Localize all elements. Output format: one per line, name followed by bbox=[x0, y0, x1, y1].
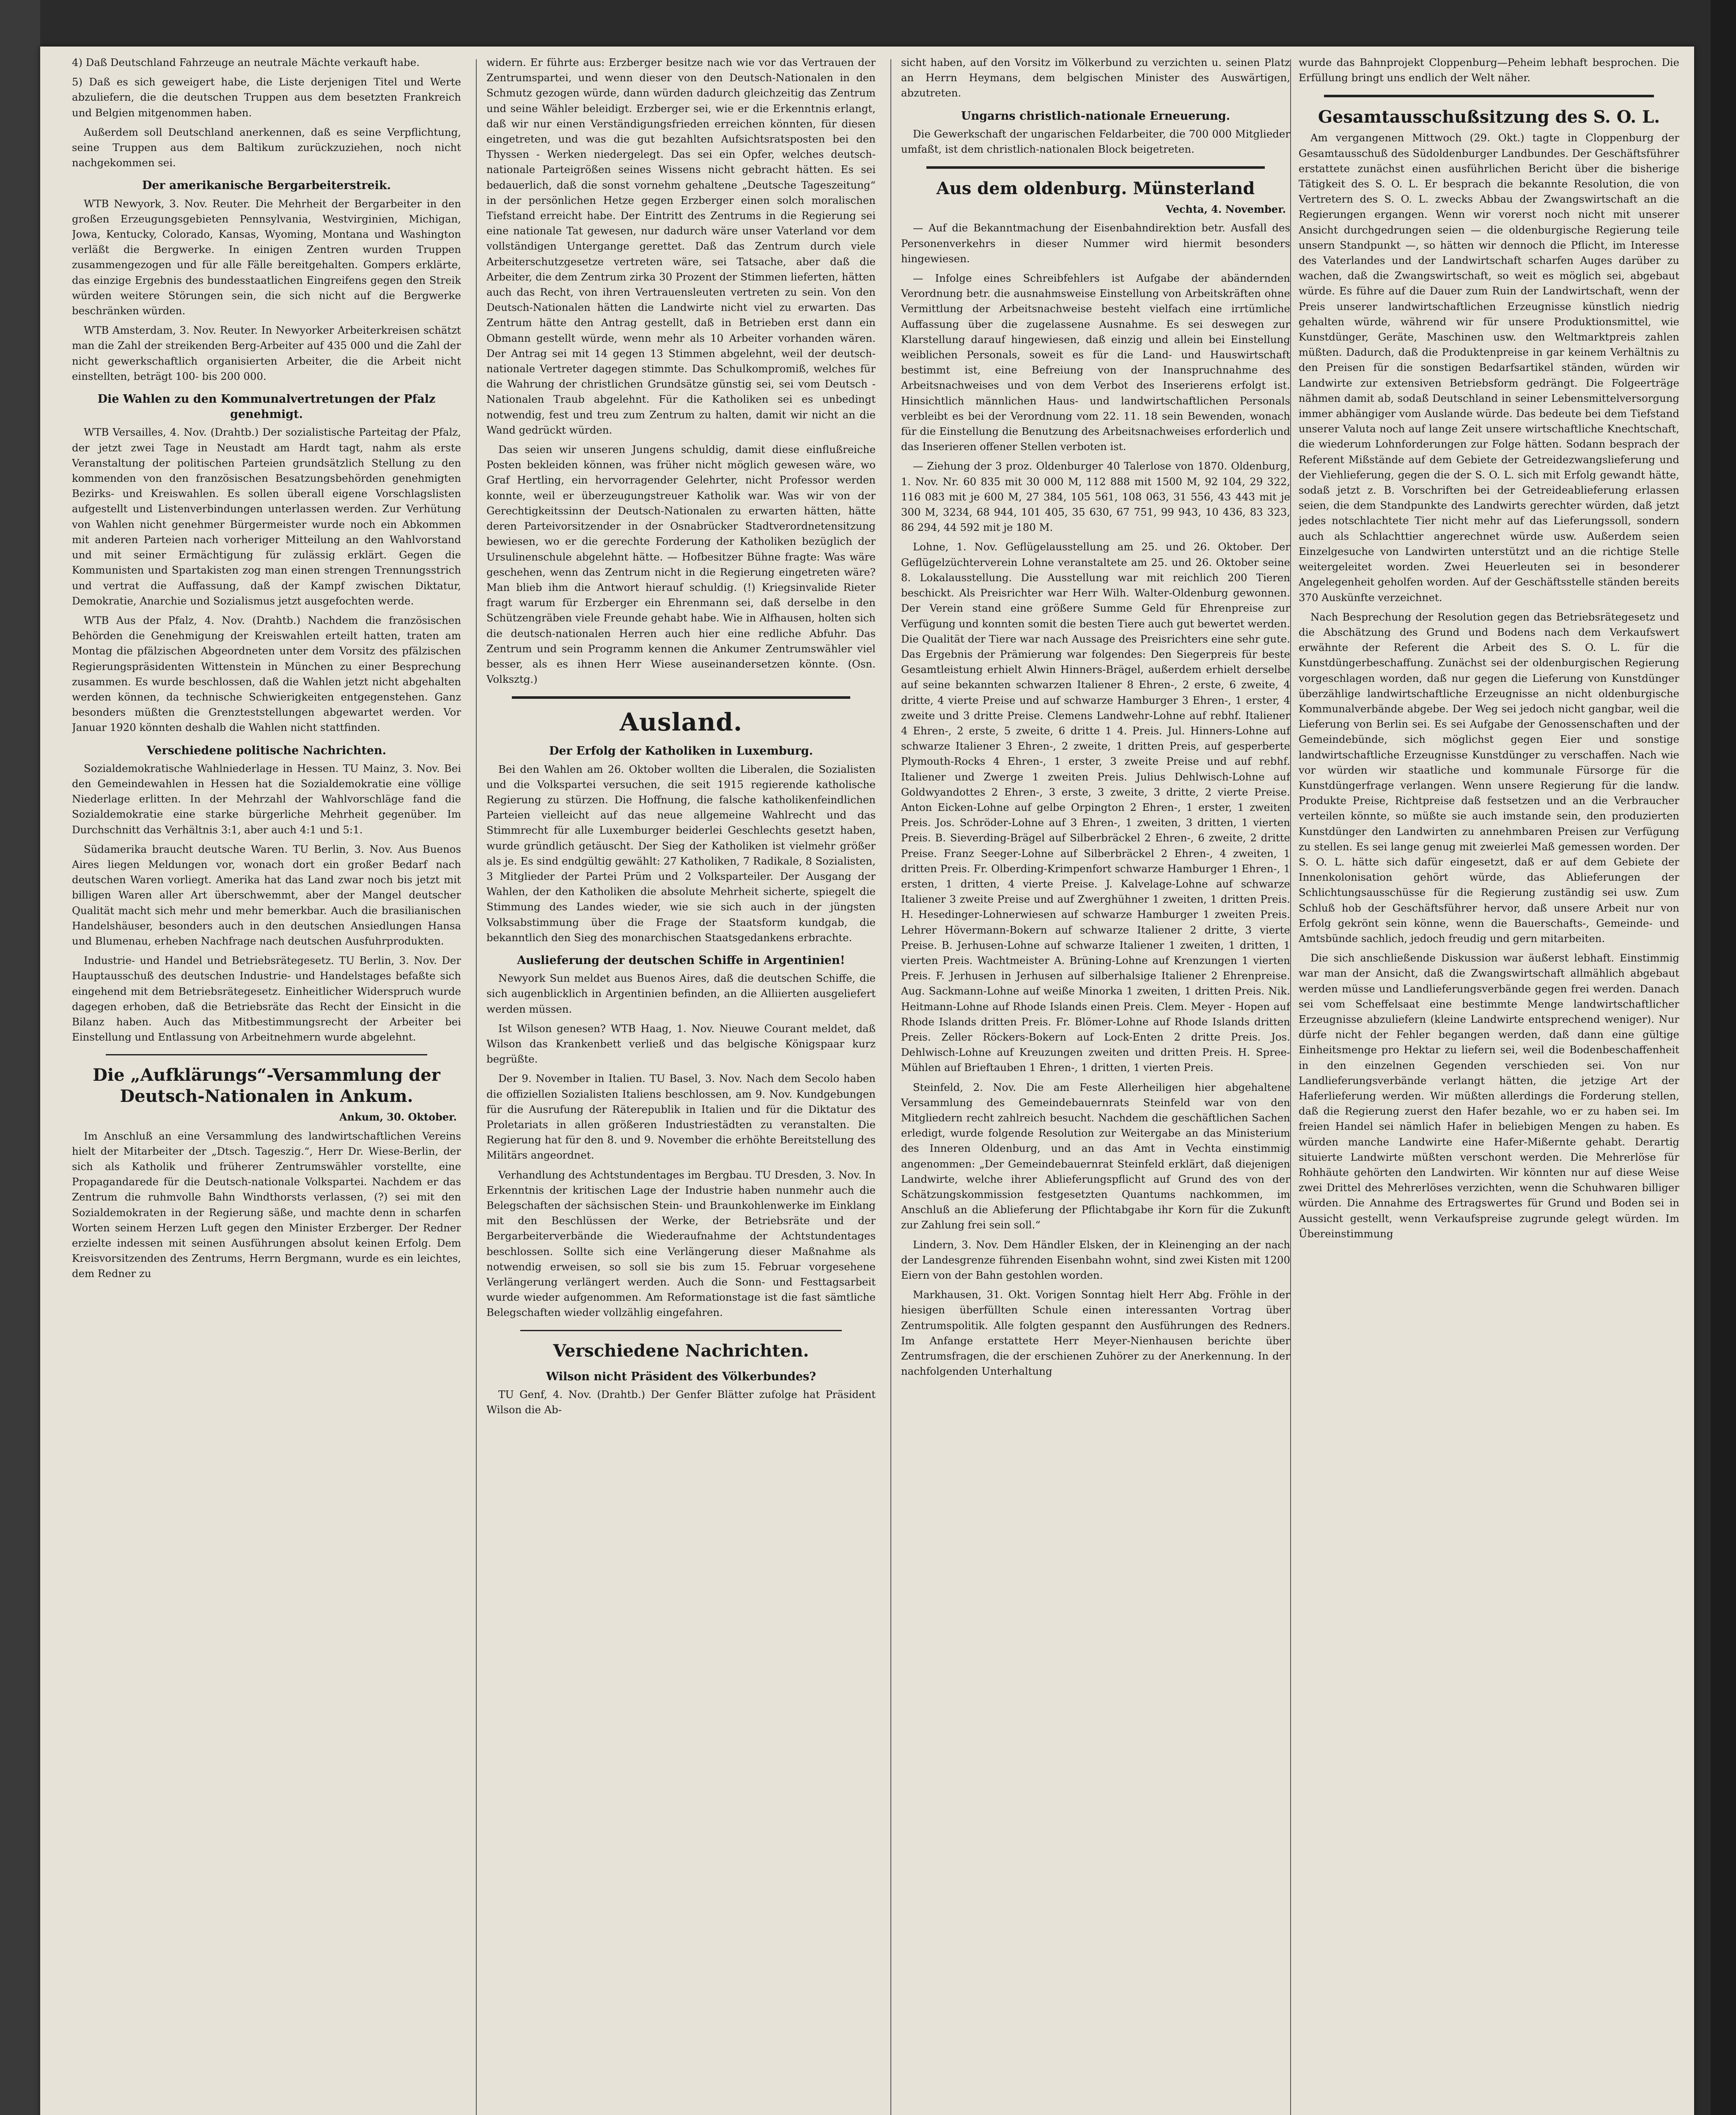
text-column-2 bbox=[486, 55, 876, 2115]
article-paragraph: Markhausen, 31. Okt. Vorigen Sonntag hielt Herr Abg. Fröhle in der hiesigen überfüllten Schule einen interessanten Vortrag über Zentrumspolitik. Alle folgten gespannt den Ausführungen des Redners. Im Anfange erstattete Herr Meyer-Nienhausen berichte über Zentrumsfragen, die der erschienen Zuhörer zu der Anerkennung. In der nachfolgenden Unterhaltung bbox=[901, 1288, 1290, 1378]
article-headline: Verschiedene Nachrichten. bbox=[553, 1340, 809, 1361]
article-headline: Verschiedene politische Nachrichten. bbox=[146, 744, 387, 757]
column-divider bbox=[1290, 59, 1291, 2115]
dateline: Ankum, 30. Oktober. bbox=[339, 1111, 457, 1123]
article-paragraph: Nach Besprechung der Resolution gegen das Betriebsrätegesetz und die Abschätzung des Grund und Bodens nach dem Verkaufswert erwähnte der Referent die Arbeit des S. O. L. für die Kunstdüngerbeschaffung. Zunächst sei der oldenburgischen Regierung vorgeschlagen worden, daß nur gegen die Lieferung von Kunstdünger überzählige landwirtschaftliche Erzeugnisse an nicht oldenburgische Kommunalverbände abgebe. Der Weg sei jedoch nicht gangbar, weil die Lieferung von Berlin sei. Es sei Aufgabe der Genossenschaften und der Gemeindebünde, sich möglichst gegen Eier und sonstige landwirtschaftliche Erzeugnisse Kunstdünger zu verschaffen. Nach wie vor würden wir staatliche und kommunale Fürsorge für die Kunstdüngerfrage verlangen. Wenn unsere Regierung für die landw. Produkte Preise, Richtpreise daß festsetzen und an die Verbraucher verteilen könnte, so müßte sie auch imstande sein, den produzierten Kunstdünger den Landwirten zu annehmbaren Preisen zur Verfügung zu stellen. Es sei lange genug mit zweierlei Maß gemessen worden. Der S. O. L. hätte sich dafür eingesetzt, daß er auf dem Gebiete der Innenkolonisation gehört würde, das Ablieferungen der Schlichtungsausschüsse für die Regierung zuständig sei usw. Zum Schluß hob der Geschäftsführer hervor, daß unsere Arbeit nur von Erfolg gekrönt sein könne, wenn die Bauerschafts-, Gemeinde- und Amtsbünde sachlich, jedoch freudig und gern mitarbeiten. bbox=[1299, 610, 1679, 945]
article-paragraph: Der 9. November in Italien. TU Basel, 3. Nov. Nach dem Secolo haben die offiziellen Sozialisten Italiens beschlossen, am 9. Nov. Kundgebungen für die Ausrufung der Räterepublik in Italien und für die Diktatur des Proletariats in allen größeren Industriestädten zu veranstalten. Die Regierung hat für den 8. und 9. November die erhöhte Bereitstellung des Militärs angeordnet. bbox=[486, 1072, 876, 1162]
article-headline: Der amerikanische Bergarbeiterstreik. bbox=[142, 179, 391, 192]
section-rule bbox=[926, 166, 1265, 169]
article-paragraph: 4) Daß Deutschland Fahrzeuge an neutrale Mächte verkauft habe. bbox=[72, 56, 420, 69]
dateline: Vechta, 4. November. bbox=[1166, 203, 1286, 216]
article-paragraph: Am vergangenen Mittwoch (29. Okt.) tagte in Cloppenburg der Gesamtausschuß des Südoldenburger Landbundes. Der Geschäftsführer erstattete zunächst einen ausführlichen Bericht über die bisherige Tätigkeit des S. O. L. Er besprach die bekannte Resolution, die von Vertretern des S. O. L. zwecks Abbau der Zwangswirtschaft an die Regierungen ergangen. Wenn wir vorerst noch nicht mit unserer Ansicht durchgedrungen seien — die oldenburgische Regierung teile unsern Standpunkt —, so hätten wir dennoch die Pflicht, im Interesse des Vaterlandes und der Landwirtschaft scharfen Auges darüber zu wachen, daß die Zwangswirtschaft, so weit es möglich sei, abgebaut würde. Es führe auf die Dauer zum Ruin der Landwirtschaft, wenn der Preis unserer landwirtschaftlichen Erzeugnisse künstlich niedrig gehalten würde, während wir für unsere Produktionsmittel, wie Kunstdünger, Geräte, Maschinen usw. den Weltmarktpreis zahlen müßten. Dadurch, daß die Produktenpreise in gar keinem Verhältnis zu den Preisen für die sonstigen Bedarfsartikel ständen, würden wir Landwirte zur extensiven Betriebsform gedrängt. Die Folgeerträge nähmen damit ab, sodaß Deutschland in seiner Lebensmittelversorgung immer abhängiger vom Auslande würde. Das bedeute bei dem Tiefstand unserer Valuta noch auf lange Zeit unsere wirtschaftliche Knechtschaft, die wiederum Lohnforderungen zur Folge hätten. Sodann besprach der Referent Mißstände auf dem Gebiete der Getreidezwangslieferung und der Viehlieferung, gegen die der S. O. L. sich mit Erfolg gewandt hätte, sodaß jetzt z. B. Vorschriften bei der Getreideablieferung erlassen seien, die dem Standpunkte des Landwirts gerechter würden, daß jetzt jedes notschlachtete Tier nicht mehr auf das Lieferungssoll, sondern auch als Schlachttier angerechnet würde usw. Außerdem seien Einzelgesuche von Landwirten unterstützt und an die richtige Stelle weitergeleitet worden. Zwei Heuerleuten sei in besonderer Angelegenheit geholfen worden. Auf der Geschäftsstelle ständen bereits 370 Auskünfte verzeichnet. bbox=[1299, 132, 1679, 604]
column-divider bbox=[890, 59, 891, 2115]
article-paragraph: Bei den Wahlen am 26. Oktober wollten die Liberalen, die Sozialisten und die Volkspartei versuchen, die seit 1915 regierende katholische Regierung zu stürzen. Die Hoffnung, die falsche katholikenfeindlichen Parteien vielleicht auf das neue allgemeine Wahlrecht und das Stimmrecht für alle Luxemburger beiderlei Geschlechts gesetzt haben, wurde gründlich getäuscht. Der Sieg der Katholiken ist vielmehr größer als je. Es sind endgültig gewählt: 27 Katholiken, 7 Radikale, 8 Sozialisten, 3 Mitglieder der Partei Prüm und 2 Volksparteiler. Der Ausgang der Wahlen, der den Katholiken die absolute Mehrheit sicherte, spiegelt die Stimmung des Landes wieder, wie sie sich auch in der jüngsten Volksabstimmung über die Frage der Staatsform kundgab, die bekanntlich den Sieg des monarchischen Staatsgedankens erbrachte. bbox=[486, 763, 876, 944]
article-paragraph: Industrie- und Handel und Betriebsrätegesetz. TU Berlin, 3. Nov. Der Hauptausschuß des deutschen Industrie- und Handelstages befaßte sich eingehend mit dem Betriebsrätegesetz. Einheitlicher Widerspruch wurde dagegen erhoben, daß die Betriebsräte das Recht der Einsicht in die Bilanz haben. Auch das Mitbestimmungsrecht der Arbeiter bei Einstellung und Entlassung von Arbeitnehmern wurde abgelehnt. bbox=[72, 954, 461, 1044]
article-paragraph: WTB Newyork, 3. Nov. Reuter. Die Mehrheit der Bergarbeiter in den großen Erzeugungsgebieten Pennsylvania, Westvirginien, Michigan, Jowa, Kentucky, Colorado, Kansas, Wyoming, Montana und Washington verläßt die Bergwerke. In einigen Zentren wurden Truppen zusammengezogen und für alle Fälle bereitgehalten. Gompers erklärte, das einzige Ergebnis des bundesstaatlichen Eingreifens gegen den Streik würden weitere Störungen sein, die sich nicht auf die Bergwerke beschränken würden. bbox=[72, 197, 461, 317]
article-headline: Gesamtausschußsitzung des S. O. L. bbox=[1318, 107, 1660, 127]
article-headline: Die Wahlen zu den Kommunalvertretungen der Pfalz genehmigt. bbox=[97, 393, 436, 421]
article-headline: Auslieferung der deutschen Schiffe in Argentinien! bbox=[517, 953, 845, 967]
article-paragraph: Außerdem soll Deutschland anerkennen, daß es seine Verpflichtung, seine Truppen aus dem Baltikum zurückzuziehen, noch nicht nachgekommen sei. bbox=[72, 126, 461, 169]
article-headline: Wilson nicht Präsident des Völkerbundes? bbox=[546, 1370, 816, 1383]
article-headline: Aus dem oldenburg. Münsterland bbox=[936, 179, 1255, 199]
scan-left-edge bbox=[0, 0, 40, 2115]
article-paragraph: Lohne, 1. Nov. Geflügelausstellung am 25. und 26. Oktober. Der Geflügelzüchterverein Lohne veranstaltete am 25. und 26. Oktober seine 8. Lokalausstellung. Die Ausstellung war mit reichlich 200 Tieren beschickt. Als Preisrichter war Herr Wilh. Walter-Oldenburg gewonnen. Der Verein stand eine größere Summe Geld für Ehrenpreise zur Verfügung und konnten somit die besten Tiere auch gut bewertet werden. Die Qualität der Tiere war nach Aussage des Preisrichters eine sehr gute. Das Ergebnis der Prämierung war folgendes: Den Siegerpreis für beste Gesamtleistung erhielt Alwin Hinners-Brägel, außerdem erhielt derselbe auf seine bekannten schwarzen Italiener 8 Ehren-, 2 erste, 6 zweite, 4 dritte, 4 vierte Preise und auf schwarze Hamburger 3 Ehren-, 1 erster, 4 zweite und 3 dritte Preise. Clemens Landwehr-Lohne auf rebhf. Italiener 4 Ehren-, 2 erste, 5 zweite, 6 dritte 1 4. Preis. Jul. Hinners-Lohne auf schwarze Italiener 3 Ehren-, 2 zweite, 1 dritten Preis, auf gesperberte Plymouth-Rocks 4 Ehren-, 1 erster, 3 zweite Preise und auf rebhf. Italiener und Zwerge 1 zweiten Preis. Julius Dehlwisch-Lohne auf Goldwyandottes 2 Ehren-, 3 erste, 3 zweite, 3 dritte, 2 vierte Preise. Anton Eicken-Lohne auf gelbe Orpington 2 Ehren-, 1 erster, 1 zweiten Preis. Jos. Schröder-Lohne auf 3 Ehren-, 1 zweiten, 3 dritten, 1 vierten Preis. B. Sieverding-Brägel auf Silberbräckel 2 Ehren-, 6 zweite, 2 dritte Preise. Franz Seeger-Lohne auf Silberbräckel 2 Ehren-, 4 zweiten, 1 dritten Preis. Fr. Olberding-Krimpenfort schwarze Hamburger 1 Ehren-, 1 ersten, 1 dritten, 4 vierte Preise. J. Kalvelage-Lohne auf schwarze Italiener 3 zweite Preise und auf Zwerghühner 1 zweiten, 1 dritten Preis. H. Hesedinger-Lohnerwiesen auf schwarze Hamburger 1 zweiten Preis. Lehrer Hövermann-Bokern auf schwarze Italiener 2 dritte, 3 vierte Preise. B. Jerhusen-Lohne auf schwarze Italiener 1 zweiten, 1 dritten, 1 vierten Preis. Wachtmeister A. Brüning-Lohne auf Krenzungen 1 vierten Preis. F. Jerhusen in Jerhusen auf silberhalsige Italiener 2 Ehrenpreise. Aug. Sackmann-Lohne auf weiße Minorka 1 zweiten, 1 dritten Preis. Nik. Heitmann-Lohne auf Rhode Islands einen Preis. Clem. Meyer - Hopen auf Rhode Islands dritten Preis. Fr. Blömer-Lohne auf Rhode Islands dritten Preis. Zeller Röckers-Bokern auf Lock-Enten 2 dritte Preis. Jos. Dehlwisch-Lohne auf Kreuzungen zweiten und dritten Preis. H. Spree-Mühlen auf Brieftauben 1 Ehren-, 1 dritten, 1 vierten Preis. bbox=[901, 541, 1290, 1074]
text-column-1 bbox=[72, 55, 461, 2115]
article-paragraph: Im Anschluß an eine Versammlung des landwirtschaftlichen Vereins hielt der Mitarbeiter der „Dtsch. Tageszig.“, Herr Dr. Wiese-Berlin, der sich als Katholik und früherer Zentrumswähler vorstellte, eine Propagandarede für die Deutsch-nationale Volkspartei. Nachdem er das Zentrum die ruhmvolle Bahn Windthorsts verlassen, (?) sei mit den Sozialdemokraten in der Regierung säße, und machte denn in scharfen Worten seinem Herzen Luft gegen den Minister Erzberger. Der Redner erzielte indessen mit seinen Ausführungen absolut keinen Erfolg. Dem Kreisvorsitzenden des Zentrums, Herrn Bergmann, wurde es ein leichtes, dem Redner zu bbox=[72, 1129, 461, 1280]
section-rule bbox=[520, 1330, 842, 1331]
article-headline: Ausland. bbox=[619, 708, 743, 737]
article-paragraph: WTB Amsterdam, 3. Nov. Reuter. In Newyorker Arbeiterkreisen schätzt man die Zahl der streikenden Berg-Arbeiter auf 435 000 und die Zahl der nicht gewerkschaftlich organisierten Arbeiter, die die Arbeit nicht einstellten, beträgt 100- bis 200 000. bbox=[72, 324, 461, 382]
article-paragraph: Steinfeld, 2. Nov. Die am Feste Allerheiligen hier abgehaltene Versammlung des Gemeindebauernrats Steinfeld war von den Mitgliedern recht zahlreich besucht. Nachdem die geschäftlichen Sachen erledigt, wurde folgende Resolution zur Weitergabe an das Ministerium des Inneren Oldenburg, und an das Amt in Vechta einstimmig angenommen: „Der Gemeindebauernrat Steinfeld erklärt, daß diejenigen Landwirte, welche ihrer Ablieferungspflicht auf Grund des von der Schätzungskommission festgesetzten Quantums nachkommen, im Anschluß an die Ablieferung der Pflichtabgabe ihr Korn für die Zukunft zur Zahlung frei sein soll.“ bbox=[901, 1081, 1290, 1231]
article-paragraph: Lindern, 3. Nov. Dem Händler Elsken, der in Kleinenging an der nach der Landesgrenze führenden Eisenbahn wohnt, sind zwei Kisten mit 1200 Eiern von der Bahn gestohlen worden. bbox=[901, 1238, 1290, 1282]
article-paragraph: 5) Daß es sich geweigert habe, die Liste derjenigen Titel und Werte abzuliefern, die die deutschen Truppen aus dem besetzten Frankreich und Belgien mitgenommen haben. bbox=[72, 76, 461, 119]
article-paragraph: — Ziehung der 3 proz. Oldenburger 40 Talerlose von 1870. Oldenburg, 1. Nov. Nr. 60 835 mit 30 000 M, 112 888 mit 1500 M, 92 104, 29 322, 116 083 mit je 600 M, 27 384, 105 561, 108 063, 31 556, 43 443 mit je 300 M, 3234, 68 944, 101 405, 35 630, 67 751, 99 943, 10 436, 83 323, 86 294, 44 592 mit je 180 M. bbox=[901, 460, 1290, 534]
section-rule bbox=[1324, 95, 1654, 97]
section-rule bbox=[106, 1054, 427, 1055]
column-divider bbox=[476, 59, 477, 2115]
article-headline: Der Erfolg der Katholiken in Luxemburg. bbox=[549, 744, 813, 758]
article-paragraph: wurde das Bahnprojekt Cloppenburg—Peheim lebhaft besprochen. Die Erfüllung bringt uns endlich der Welt näher. bbox=[1299, 56, 1679, 84]
article-paragraph: widern. Er führte aus: Erzberger besitze nach wie vor das Vertrauen der Zentrumspartei, und wenn dieser von den Deutsch-Nationalen in den Schmutz gezogen würde, dann würden dadurch gleichzeitig das Zentrum und seine Wähler beleidigt. Erzberger sei, wie er die Erkenntnis erlangt, daß wir nur einen Verständigungsfrieden erreichen könnten, für diesen eingetreten, und was die gut bezahlten Aufsichtsratsposten bei den Thyssen - Werken niedergelegt. Das sei ein Opfer, welches deutsch-nationale Parteigrößen seines Wissens nicht gebracht hätten. Es sei bedauerlich, daß die sonst vornehm gehaltene „Deutsche Tageszeitung“ in der persönlichen Hetze gegen Erzberger einen solch moralischen Tiefstand erreicht habe. Der Eintritt des Zentrums in die Regierung sei eine nationale Tat gewesen, nur dadurch wäre unser Vaterland vor dem vollständigen Untergange gerettet. Daß das Zentrum durch viele Arbeiterschutzgesetze vertreten wäre, sei Tatsache, aber daß die Arbeiter, die dem Zentrum zirka 30 Prozent der Stimmen lieferten, hätten auch das Recht, von ihren Vertrauensleuten vertreten zu sein. Von den Deutsch-Nationalen hätten die Landwirte nicht viel zu erwarten. Das Zentrum hätte den Antrag gestellt, daß in Betrieben erst dann ein Obmann gestellt würde, wenn mehr als 10 Arbeiter vorhanden wären. Der Antrag sei mit 14 gegen 13 Stimmen abgelehnt, weil der deutsch-nationale Vertreter dagegen stimmte. Das Schulkompromiß, welches für die Wahrung der christlichen Grundsätze günstig sei, sei vom Deutsch - Nationalen Traub abgelehnt. Für die Katholiken sei es unbedingt notwendig, fest und treu zum Zentrum zu halten, damit wir nicht an die Wand gedrückt würden. bbox=[486, 56, 876, 436]
article-paragraph: Südamerika braucht deutsche Waren. TU Berlin, 3. Nov. Aus Buenos Aires liegen Meldungen vor, wonach dort ein großer Bedarf nach deutschen Waren vorliegt. Amerika hat das Land zwar noch bis jetzt mit billigen Waren aller Art überschwemmt, aber der Mangel deutscher Qualität macht sich mehr und mehr bemerkbar. Auch die brasilianischen Handelshäuser, besonders auch in den deutschen Ansiedlungen Hansa und Blumenau, erheben Nachfrage nach deutschen Ausfuhrprodukten. bbox=[72, 843, 461, 947]
article-paragraph: TU Genf, 4. Nov. (Drahtb.) Der Genfer Blätter zufolge hat Präsident Wilson die Ab- bbox=[486, 1388, 876, 1416]
article-headline: Ungarns christlich-nationale Erneuerung. bbox=[961, 109, 1231, 123]
article-headline: Die „Aufklärungs“-Versammlung der Deutsch-Nationalen in Ankum. bbox=[93, 1065, 440, 1107]
section-rule bbox=[512, 696, 850, 699]
article-paragraph: — Infolge eines Schreibfehlers ist Aufgabe der abändernden Verordnung betr. die ausnahmsweise Einstellung von Arbeitskräften ohne Vermittlung der Arbeitsnachweise besteht vielfach eine irrtümliche Auffassung über die zugelassene Ausnahme. Es sei deswegen zur Klarstellung darauf hingewiesen, daß einzig und allein bei Einstellung weiblichen Personals, soweit es für die Land- und Hauswirtschaft bestimmt ist, eine Befreiung von der Inanspruchnahme des Arbeitsnachweises und von dem Verbot des Inserierens erfolgt ist. Hinsichtlich männlichen Haus- und landwirtschaftlichen Personals verbleibt es bei der Verordnung vom 22. 11. 18 sein Bewenden, wonach für die Einstellung die Benutzung des Arbeitsnachweises erforderlich und das Inserieren offener Stellen verboten ist. bbox=[901, 272, 1290, 453]
article-paragraph: WTB Aus der Pfalz, 4. Nov. (Drahtb.) Nachdem die französischen Behörden die Genehmigung der Kreiswahlen erteilt hatten, traten am Montag die pfälzischen Abgeordneten unter dem Vorsitz des pfälzischen Regierungspräsidenten Wittenstein in München zu einer Besprechung zusammen. Es wurde beschlossen, daß die Wahlen jetzt nicht abgehalten werden können, da technische Schwierigkeiten entgegenstehen. Ganz besonders müßten die Grenzteststellungen abgewartet werden. Vor Januar 1920 könnten deshalb die Wahlen nicht stattfinden. bbox=[72, 614, 461, 734]
article-paragraph: Die Gewerkschaft der ungarischen Feldarbeiter, die 700 000 Mitglieder umfaßt, ist dem christlich-nationalen Block beigetreten. bbox=[901, 127, 1290, 156]
article-paragraph: Sozialdemokratische Wahlniederlage in Hessen. TU Mainz, 3. Nov. Bei den Gemeindewahlen in Hessen hat die Sozialdemokratie eine völlige Niederlage erlitten. In der Mehrzahl der Wahlvorschläge fand die Sozialdemokratie eine starke bürgerliche Mehrheit gegenüber. Im Durchschnitt das Verhältnis 3:1, aber auch 4:1 und 5:1. bbox=[72, 762, 461, 836]
text-column-4 bbox=[1299, 55, 1679, 2115]
article-paragraph: — Auf die Bekanntmachung der Eisenbahndirektion betr. Ausfall des Personenverkehrs in dieser Nummer wird hiermit besonders hingewiesen. bbox=[901, 222, 1290, 265]
article-paragraph: sicht haben, auf den Vorsitz im Völkerbund zu verzichten u. seinen Platz an Herrn Heymans, dem belgischen Minister des Auswärtigen, abzutreten. bbox=[901, 56, 1290, 99]
article-paragraph: Verhandlung des Achtstundentages im Bergbau. TU Dresden, 3. Nov. In Erkenntnis der kritischen Lage der Industrie haben nunmehr auch die Belegschaften der sächsischen Stein- und Braunkohlenwerke im Einklang mit den Beschlüssen der Werke, der Betriebsräte und der Bergarbeiterverbände die Wiederaufnahme der Achtstundentages beschlossen. Sollte sich eine Verlängerung dieser Maßnahme als notwendig erweisen, so soll sie bis zum 15. Februar vorgesehene Verlängerung verlängert werden. Auch die Sonn- und Festtagsarbeit wurde wieder aufgenommen. Am Reformationstage ist die fast sämtliche Belegschaften wieder vollzählig eingefahren. bbox=[486, 1168, 876, 1319]
text-column-3 bbox=[901, 55, 1290, 2115]
article-paragraph: Ist Wilson genesen? WTB Haag, 1. Nov. Nieuwe Courant meldet, daß Wilson das Krankenbett verließ und das belgische Königspaar kurz begrüßte. bbox=[486, 1022, 876, 1066]
article-paragraph: Newyork Sun meldet aus Buenos Aires, daß die deutschen Schiffe, die sich augenblicklich in Argentinien befinden, an die Alliierten ausgeliefert werden müssen. bbox=[486, 972, 876, 1015]
scan-right-edge bbox=[1711, 0, 1736, 2115]
article-paragraph: Das seien wir unseren Jungens schuldig, damit diese einflußreiche Posten bekleiden können, was früher nicht möglich gewesen wäre, wo Graf Hertling, ein hervorragender Gelehrter, nicht Professor werden konnte, weil er überzeugungstreuer Katholik war. Was wir von der Gerechtigkeitssinn der Deutsch-Nationalen zu erwarten hätten, hätte deren Parteivorsitzender in der Osnabrücker Stadtverordnetensitzung bewiesen, wo er die gerechte Forderung der Katholiken bezüglich der Ursulinenschule abgelehnt hätte. — Hofbesitzer Bühne fragte: Was wäre geschehen, wenn das Zentrum nicht in die Regierung eingetreten wäre? Man blieb ihm die Antwort hierauf schuldig. (!) Kriegsinvalide Rieter fragt warum für Erzberger ein Ehrenmann sei, daß derselbe in den Schützengräben viele Freunde gehabt habe. Wie in Alfhausen, holten sich die deutsch-nationalen Herren auch hier eine redliche Abfuhr. Das Zentrum und sein Programm kennen die Ankumer Zentrumswähler viel besser, als es ihnen Herr Wiese auseinandersetzen könnte. (Osn. Volksztg.) bbox=[486, 443, 876, 686]
article-paragraph: WTB Versailles, 4. Nov. (Drahtb.) Der sozialistische Parteitag der Pfalz, der jetzt zwei Tage in Neustadt am Hardt tagt, nahm als erste Veranstaltung der politischen Parteien grundsätzlich Stellung zu den kommenden von den französischen Besatzungsbehörden genehmigten Bezirks- und Kreiswahlen. Es sollen überall eigene Vorschlagslisten aufgestellt und Listenverbindungen unterlassen werden. Zur Verhütung von Wahlen nicht genehmer Bürgermeister wurde noch ein Abkommen mit anderen Parteien nach vorheriger Mitteilung an den Wahlvorstand und mit seiner Ermächtigung für zulässig erklärt. Gegen die Kommunisten und Spartakisten zog man einen strengen Trennungsstrich und vertrat die Auffassung, daß der Kampf zwischen Diktatur, Demokratie, Anarchie und Sozialismus jetzt ausgefochten werde. bbox=[72, 426, 461, 607]
article-paragraph: Die sich anschließende Diskussion war äußerst lebhaft. Einstimmig war man der Ansicht, daß die Zwangswirtschaft allmählich abgebaut werden müsse und Landlieferungsverbände gegen frei werden. Danach sei vom Scheffelsaat eine bestimmte Menge landwirtschaftlicher Erzeugnisse abzuliefern (kleine Landwirte entsprechend weniger). Nur dürfe nicht der Fehler begangen werden, daß dann eine gültige Einheitsmenge pro Hektar zu liefern sei, weil die Bodenbeschaffenheit in den einzelnen Gegenden verschieden sei. Von nur Landlieferungsverbände verlangt hätten, die jetzige Art der Haferlieferung werden. Wir müßten allerdings die Forderung stellen, daß die Regierung zuerst den Hafer bezahle, wo er zu haben sei. Im freien Handel sei nämlich Hafer in beliebigen Mengen zu haben. Es würden manche Landwirte eine Hafer-Mißernte gehabt. Derartig situierte Landwirte müßten verschont werden. Die Mehrerlöse für Rohhäute gehörten den Landwirten. Wir könnten nur auf diese Weise zwei Drittel des Mehrerlöses verzichten, wenn die Schuhwaren billiger würden. Die Annahme des Ertragswertes für Grund und Boden sei in Aussicht gestellt, wenn Verkaufspreise zugrunde gelegt würden. Im Übereinstimmung bbox=[1299, 952, 1679, 1240]
